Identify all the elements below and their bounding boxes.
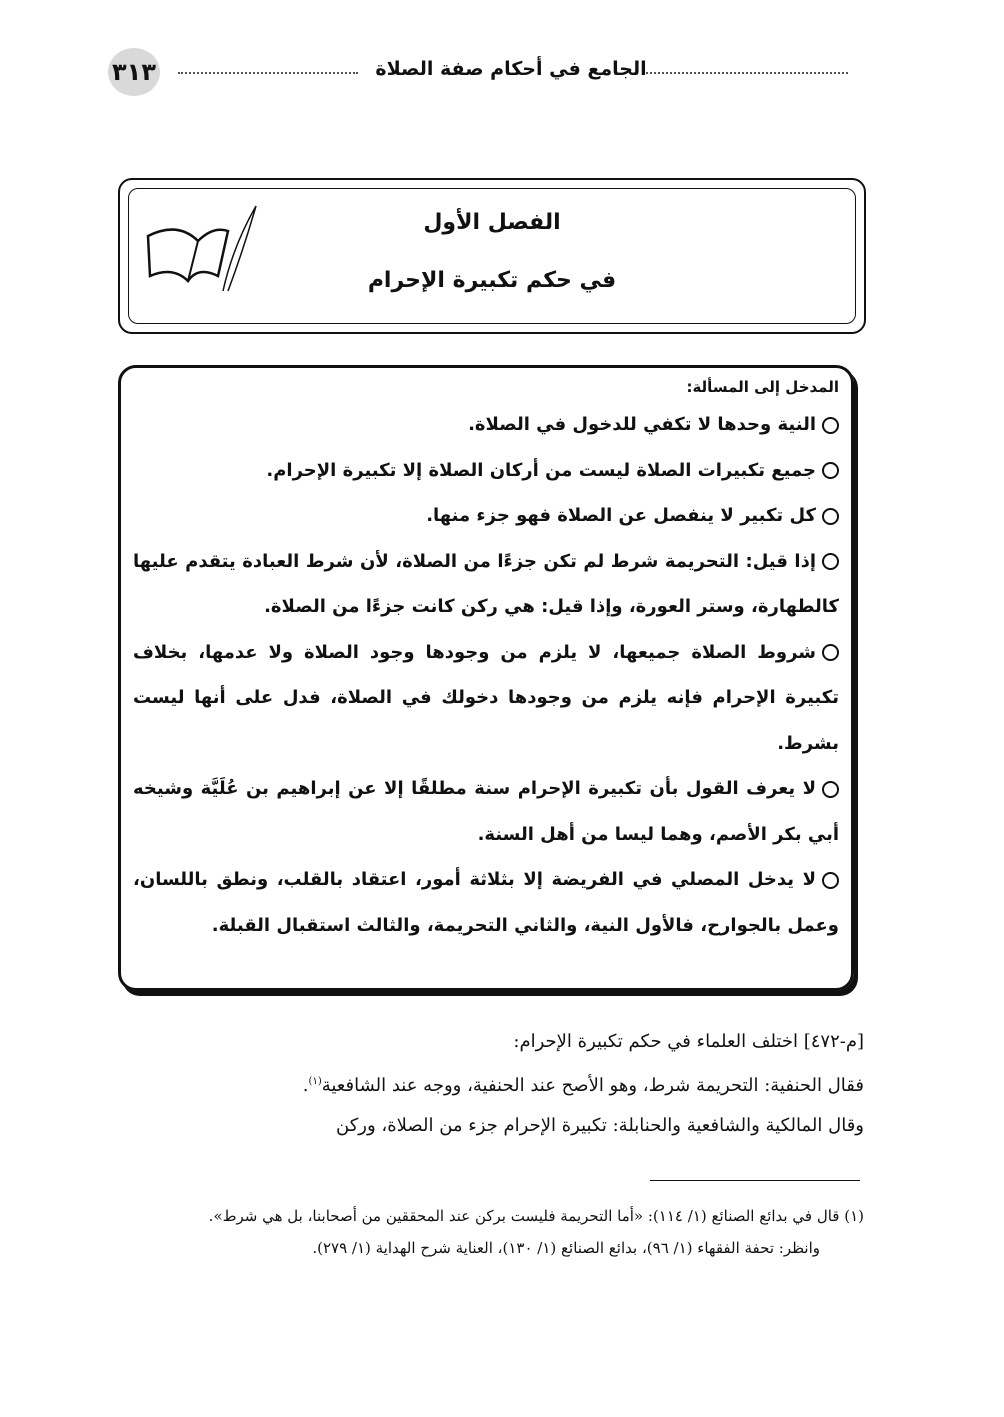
footnote-ref[interactable]: (١) bbox=[308, 1076, 322, 1087]
list-item: إذا قيل: التحريمة شرط لم تكن جزءًا من الصلاة، لأن شرط العبادة يتقدم عليها كالطهارة، وستر العورة، وإذا قيل: هي ركن كانت جزءًا من الصلاة. bbox=[133, 550, 839, 617]
list-item: لا يعرف القول بأن تكبيرة الإحرام سنة مطلقًا إلا عن إبراهيم بن عُلَيَّة وشيخه أبي بكر الأصم، وهما ليسا من أهل السنة. bbox=[133, 778, 839, 845]
chapter-frame bbox=[118, 178, 866, 334]
footnote: وانظر: تحفة الفقهاء (١/ ٩٦)، بدائع الصنائع (١/ ١٣٠)، العناية شرح الهداية (١/ ٢٧٩). bbox=[312, 1239, 820, 1257]
list-item: لا يدخل المصلي في الفريضة إلا بثلاثة أمور، اعتقاد بالقلب، ونطق باللسان، وعمل بالجوارح، فالأول النية، والثاني التحريمة، والثالث استقبال القبلة. bbox=[133, 869, 839, 936]
circle-bullet-icon bbox=[822, 872, 839, 889]
intro-box bbox=[118, 365, 854, 991]
circle-bullet-icon bbox=[822, 553, 839, 570]
circle-bullet-icon bbox=[822, 462, 839, 479]
chapter-title: الفصل الأول bbox=[423, 210, 561, 235]
footnote: (١) قال في بدائع الصنائع (١/ ١١٤): «أما التحريمة فليست بركن عند المحققين من أصحابنا، بل هي شرط». bbox=[208, 1207, 864, 1225]
footnotes bbox=[128, 1200, 864, 1264]
circle-bullet-icon bbox=[822, 417, 839, 434]
page-number: ٣١٣ bbox=[108, 48, 160, 96]
circle-bullet-icon bbox=[822, 644, 839, 661]
paragraph: وقال المالكية والشافعية والحنابلة: تكبيرة الإحرام جزء من الصلاة، وركن bbox=[336, 1115, 864, 1136]
circle-bullet-icon bbox=[822, 508, 839, 525]
list-item: كل تكبير لا ينفصل عن الصلاة فهو جزء منها. bbox=[133, 493, 839, 539]
running-title: الجامع في أحكام صفة الصلاة bbox=[375, 58, 647, 80]
list-item: جميع تكبيرات الصلاة ليست من أركان الصلاة إلا تكبيرة الإحرام. bbox=[133, 448, 839, 494]
paragraph: [م-٤٧٢] اختلف العلماء في حكم تكبيرة الإحرام: bbox=[513, 1031, 864, 1052]
footnote-separator bbox=[650, 1180, 860, 1181]
intro-label: المدخل إلى المسألة: bbox=[686, 378, 839, 396]
body-text bbox=[128, 1022, 864, 1146]
chapter-subtitle: في حكم تكبيرة الإحرام bbox=[367, 268, 617, 293]
list-item: شروط الصلاة جميعها، لا يلزم من وجودها وجود الصلاة ولا عدمها، بخلاف تكبيرة الإحرام فإنه يلزم من وجودها دخولك في الصلاة، فدل على أنها ليست بشرط. bbox=[133, 641, 839, 754]
list-item: النية وحدها لا تكفي للدخول في الصلاة. bbox=[133, 402, 839, 448]
paragraph: فقال الحنفية: التحريمة شرط، وهو الأصح عند الحنفية، ووجه عند الشافعية$^{(١)}$. bbox=[302, 1075, 864, 1096]
circle-bullet-icon bbox=[822, 781, 839, 798]
running-header bbox=[108, 48, 848, 98]
